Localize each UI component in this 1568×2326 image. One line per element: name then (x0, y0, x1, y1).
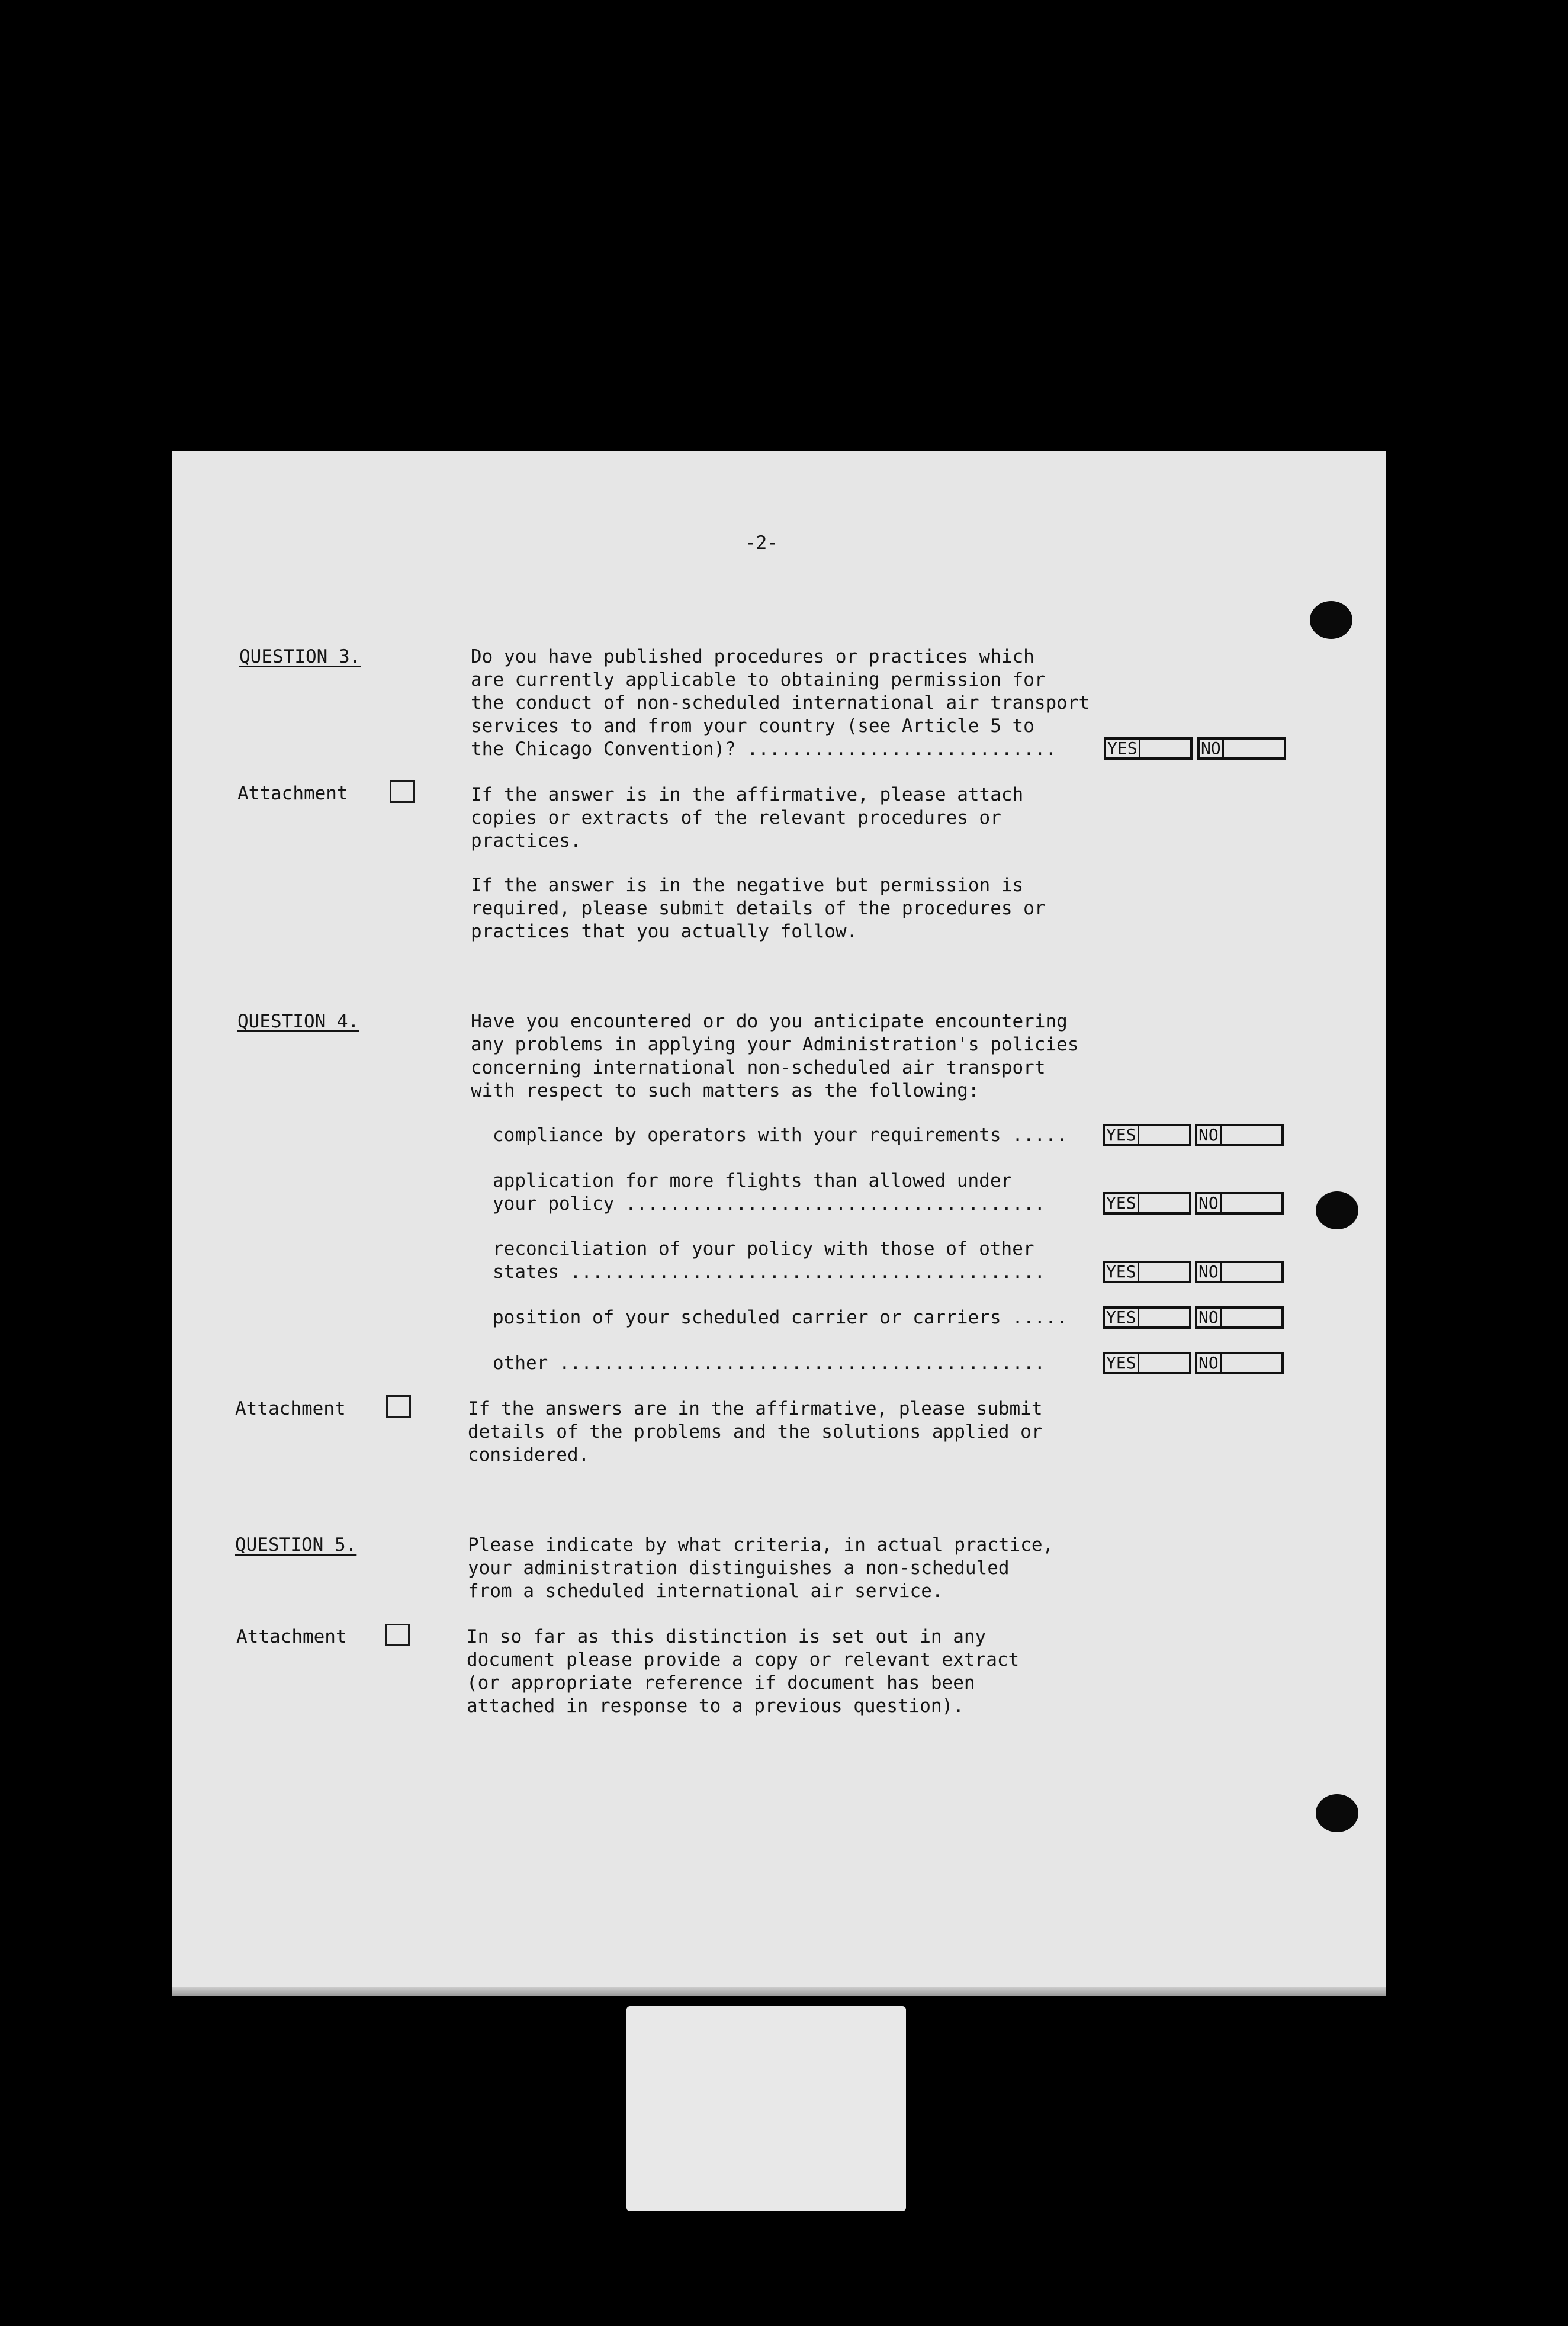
q4-item-other: other ............................................ (493, 1352, 1046, 1374)
q4-item2-yes-box[interactable]: YES (1103, 1192, 1191, 1215)
q5-attachment-checkbox[interactable] (385, 1624, 410, 1646)
question-4-text: Have you encountered or do you anticipate encountering any problems in applying your Administration's policies concerning international non-scheduled air transport with respect to such matters as the following: (471, 1011, 1079, 1101)
q3-attachment-text-2: If the answer is in the negative but permission is required, please submit details of the procedures or practices that you actually follow. (471, 875, 1046, 942)
question-5-heading: QUESTION 5. (235, 1534, 357, 1556)
q4-item-compliance: compliance by operators with your requirements ..... (493, 1125, 1068, 1146)
q4-item3-yes-box[interactable]: YES (1103, 1261, 1191, 1283)
q4-item5-yes-box[interactable]: YES (1103, 1352, 1191, 1374)
q3-attachment-checkbox[interactable] (390, 780, 415, 803)
q3-attachment-label: Attachment (237, 783, 348, 804)
q4-item3-no-box[interactable]: NO (1195, 1261, 1284, 1283)
blank-slip (626, 2006, 906, 2211)
punch-hole (1316, 1794, 1358, 1832)
q4-attachment-text: If the answers are in the affirmative, please submit details of the problems and the solutions applied or considered. (468, 1398, 1043, 1466)
q4-attachment-label: Attachment (235, 1398, 346, 1419)
question-3-text: Do you have published procedures or practices which are currently applicable to obtaining permission for the conduct of non-scheduled international air transport services to and from your country (see Article 5 to the Chicago Convention)? ............................ (471, 646, 1090, 760)
q3-attachment-text-1: If the answer is in the affirmative, please attach copies or extracts of the relevant procedures or practices. (471, 784, 1024, 852)
q3-no-box[interactable]: NO (1197, 737, 1286, 760)
q4-item4-yes-box[interactable]: YES (1103, 1306, 1191, 1329)
question-5-text: Please indicate by what criteria, in actual practice, your administration distinguishes a non-scheduled from a scheduled international air service. (468, 1534, 1054, 1602)
page-number: -2- (745, 532, 778, 554)
question-4-heading: QUESTION 4. (237, 1011, 359, 1032)
punch-hole (1310, 601, 1352, 639)
question-3-heading: QUESTION 3. (239, 646, 361, 667)
q4-item-application: application for more flights than allowed under your policy ...................................... (493, 1170, 1046, 1215)
q4-item4-no-box[interactable]: NO (1195, 1306, 1284, 1329)
q4-item1-no-box[interactable]: NO (1195, 1124, 1284, 1146)
q4-item-reconciliation: reconciliation of your policy with those of other states ........................................... (493, 1238, 1046, 1283)
q4-item5-no-box[interactable]: NO (1195, 1352, 1284, 1374)
q3-yes-box[interactable]: YES (1104, 737, 1193, 760)
q4-item-position: position of your scheduled carrier or carriers ..... (493, 1307, 1068, 1328)
q4-item2-no-box[interactable]: NO (1195, 1192, 1284, 1215)
q4-item1-yes-box[interactable]: YES (1103, 1124, 1191, 1146)
punch-hole (1316, 1191, 1358, 1229)
q5-attachment-label: Attachment (236, 1626, 347, 1647)
q4-attachment-checkbox[interactable] (386, 1395, 411, 1418)
q5-attachment-text: In so far as this distinction is set out in any document please provide a copy or relevant extract (or appropriate reference if document has been attached in response to a previous question). (467, 1626, 1020, 1717)
page-bottom-edge (172, 1987, 1386, 1996)
